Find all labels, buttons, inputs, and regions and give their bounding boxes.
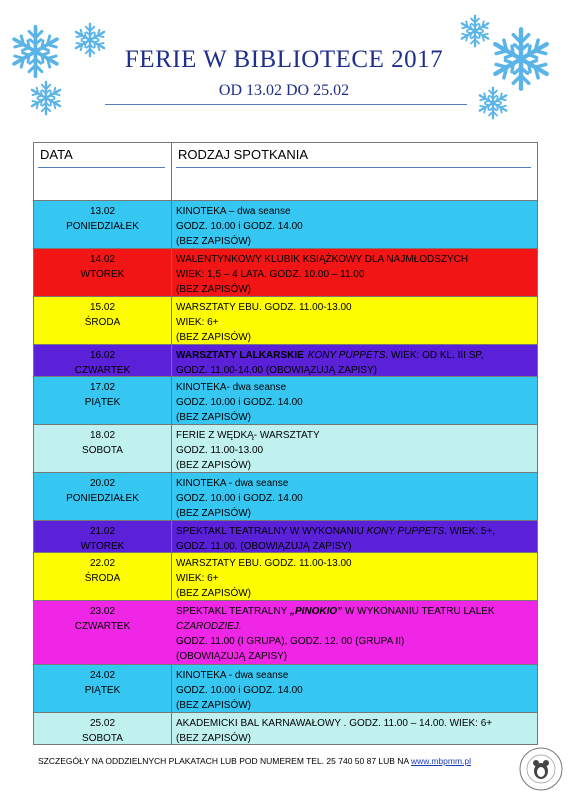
header-divider xyxy=(176,167,531,168)
event-line: GODZ. 10.00 i GODZ. 14.00 xyxy=(176,493,303,504)
table-row xyxy=(34,424,537,472)
date-cell xyxy=(34,473,172,520)
date-cell xyxy=(34,297,172,344)
weekday-value: PIĄTEK xyxy=(84,397,121,408)
weekday-value: PIĄTEK xyxy=(84,685,121,696)
column-header-type-label: RODZAJ SPOTKANIA xyxy=(178,147,309,162)
event-line xyxy=(176,524,537,539)
event-cell xyxy=(172,713,537,744)
title-divider xyxy=(105,104,467,105)
event-line: (BEZ ZAPISÓW) xyxy=(176,284,251,295)
event-line: WIEK: 6+ xyxy=(176,317,219,328)
column-header-type xyxy=(172,143,537,200)
event-line: GODZ. 10.00 i GODZ. 14.00 xyxy=(176,221,303,232)
event-line: KINOTEKA - dwa seanse xyxy=(176,478,289,489)
date-value: 21.02 xyxy=(89,526,116,537)
date-value: 18.02 xyxy=(89,430,116,441)
date-cell xyxy=(34,249,172,296)
date-value: 16.02 xyxy=(89,350,116,361)
event-cell xyxy=(172,601,537,664)
event-line: WIEK: 6+ xyxy=(176,573,219,584)
event-line: WARSZTATY EBU. GODZ. 11.00-13.00 xyxy=(176,558,352,569)
event-line: (BEZ ZAPISÓW) xyxy=(176,412,251,423)
table-row xyxy=(34,376,537,424)
event-line: WALENTYNKOWY KLUBIK KSIĄŻKOWY DLA NAJMŁODSZYCH xyxy=(176,254,469,265)
weekday-value: PONIEDZIAŁEK xyxy=(66,221,139,232)
event-cell xyxy=(172,553,537,600)
date-cell xyxy=(34,553,172,600)
event-line: (OBOWIĄZUJĄ ZAPISY) xyxy=(176,651,288,662)
page-subtitle: OD 13.02 DO 25.02 xyxy=(218,82,350,99)
table-row xyxy=(34,296,537,344)
event-line xyxy=(176,604,537,619)
weekday-value: CZWARTEK xyxy=(74,621,131,632)
table-row xyxy=(34,600,537,664)
weekday-value: WTOREK xyxy=(80,541,125,552)
weekday-value: WTOREK xyxy=(80,269,125,280)
website-link[interactable]: www.mbpmm.pl xyxy=(411,756,472,766)
schedule-table xyxy=(33,142,538,745)
event-line: (BEZ ZAPISÓW) xyxy=(176,508,251,519)
table-row xyxy=(34,552,537,600)
event-line: KINOTEKA – dwa seanse xyxy=(176,206,291,217)
event-line: WARSZTATY EBU. GODZ. 11.00-13.00 xyxy=(176,302,352,313)
date-value: 13.02 xyxy=(89,206,116,217)
event-text-emphasis: „PINOKIO” xyxy=(289,606,343,617)
weekday-value: SOBOTA xyxy=(82,733,123,744)
weekday-value: PONIEDZIAŁEK xyxy=(66,493,139,504)
date-value: 17.02 xyxy=(89,382,116,393)
column-header-date xyxy=(34,143,172,200)
event-cell xyxy=(172,377,537,424)
event-text-emphasis: KONY PUPPETS xyxy=(366,526,445,537)
weekday-value: ŚRODA xyxy=(84,573,121,584)
event-text-emphasis: KONY PUPPETS xyxy=(307,350,386,361)
table-row xyxy=(34,248,537,296)
event-line: (BEZ ZAPISÓW) xyxy=(176,236,251,247)
event-line: KINOTEKA - dwa seanse xyxy=(176,670,289,681)
date-value: 25.02 xyxy=(89,718,116,729)
event-text: SPEKTAKL TEATRALNY xyxy=(176,606,290,617)
event-text: SPEKTAKL TEATRALNY W WYKONANIU xyxy=(176,526,367,537)
event-text: . WIEK: OD KL. III SP, xyxy=(385,350,484,361)
column-header-date-label: DATA xyxy=(40,147,73,162)
event-cell xyxy=(172,473,537,520)
event-cell xyxy=(172,201,537,248)
date-value: 24.02 xyxy=(89,670,116,681)
table-row xyxy=(34,200,537,248)
event-line: (BEZ ZAPISÓW) xyxy=(176,700,251,711)
date-cell xyxy=(34,201,172,248)
footer-note xyxy=(38,756,471,766)
event-text: . WIEK: 5+, xyxy=(444,526,496,537)
date-value: 22.02 xyxy=(89,558,116,569)
event-line: FERIE Z WĘDKĄ- WARSZTATY xyxy=(176,430,320,441)
snowflake-icon xyxy=(458,14,492,48)
event-line xyxy=(176,348,537,363)
date-cell xyxy=(34,521,172,552)
event-text: W WYKONANIU TEATRU LALEK xyxy=(342,606,495,617)
date-value: 15.02 xyxy=(89,302,116,313)
event-line: (BEZ ZAPISÓW) xyxy=(176,588,251,599)
event-line: (BEZ ZAPISÓW) xyxy=(176,332,251,343)
date-value: 14.02 xyxy=(89,254,116,265)
table-row xyxy=(34,520,537,552)
date-cell xyxy=(34,601,172,664)
weekday-value: SOBOTA xyxy=(82,445,123,456)
event-line: GODZ. 11.00 (I GRUPA), GODZ. 12. 00 (GRUPA II) xyxy=(176,636,405,647)
date-cell xyxy=(34,345,172,376)
date-cell xyxy=(34,665,172,712)
weekday-value: ŚRODA xyxy=(84,317,121,328)
event-line: AKADEMICKI BAL KARNAWAŁOWY . GODZ. 11.00 – 14.00. WIEK: 6+ xyxy=(176,718,493,729)
event-cell xyxy=(172,249,537,296)
event-cell xyxy=(172,297,537,344)
event-line: GODZ. 11.00-14.00 (OBOWIĄZUJĄ ZAPISY) xyxy=(176,365,377,376)
table-row xyxy=(34,472,537,520)
date-cell xyxy=(34,713,172,744)
date-cell xyxy=(34,377,172,424)
event-line: GODZ. 11.00. (OBOWIĄZUJĄ ZAPISY) xyxy=(176,541,352,552)
table-row xyxy=(34,712,537,744)
header-divider xyxy=(38,167,165,168)
event-line: (BEZ ZAPISÓW) xyxy=(176,733,251,744)
event-line: GODZ. 10.00 i GODZ. 14.00 xyxy=(176,685,303,696)
date-cell xyxy=(34,425,172,472)
table-row xyxy=(34,344,537,376)
event-line: WIEK: 1,5 – 4 LATA. GODZ. 10.00 – 11.00 xyxy=(176,269,365,280)
library-stamp-icon xyxy=(518,746,564,792)
event-cell xyxy=(172,665,537,712)
footer-text: SZCZEGÓŁY NA ODDZIELNYCH PLAKATACH LUB POD NUMEREM TEL. 25 740 50 87 LUB NA xyxy=(38,756,412,766)
weekday-value: CZWARTEK xyxy=(74,365,131,376)
table-row xyxy=(34,664,537,712)
event-line: GODZ. 11.00-13.00 xyxy=(176,445,264,456)
event-line: KINOTEKA- dwa seanse xyxy=(176,382,287,393)
event-cell xyxy=(172,425,537,472)
event-text: WARSZTATY LALKARSKIE xyxy=(176,350,304,361)
table-header xyxy=(34,143,537,200)
date-value: 20.02 xyxy=(89,478,116,489)
event-cell xyxy=(172,345,537,376)
event-line: (BEZ ZAPISÓW) xyxy=(176,460,251,471)
event-line: GODZ. 10.00 i GODZ. 14.00 xyxy=(176,397,303,408)
date-value: 23.02 xyxy=(89,606,116,617)
page-title: FERIE W BIBLIOTECE 2017 xyxy=(124,46,444,73)
event-cell xyxy=(172,521,537,552)
event-line: CZARODZIEJ. xyxy=(176,621,242,632)
